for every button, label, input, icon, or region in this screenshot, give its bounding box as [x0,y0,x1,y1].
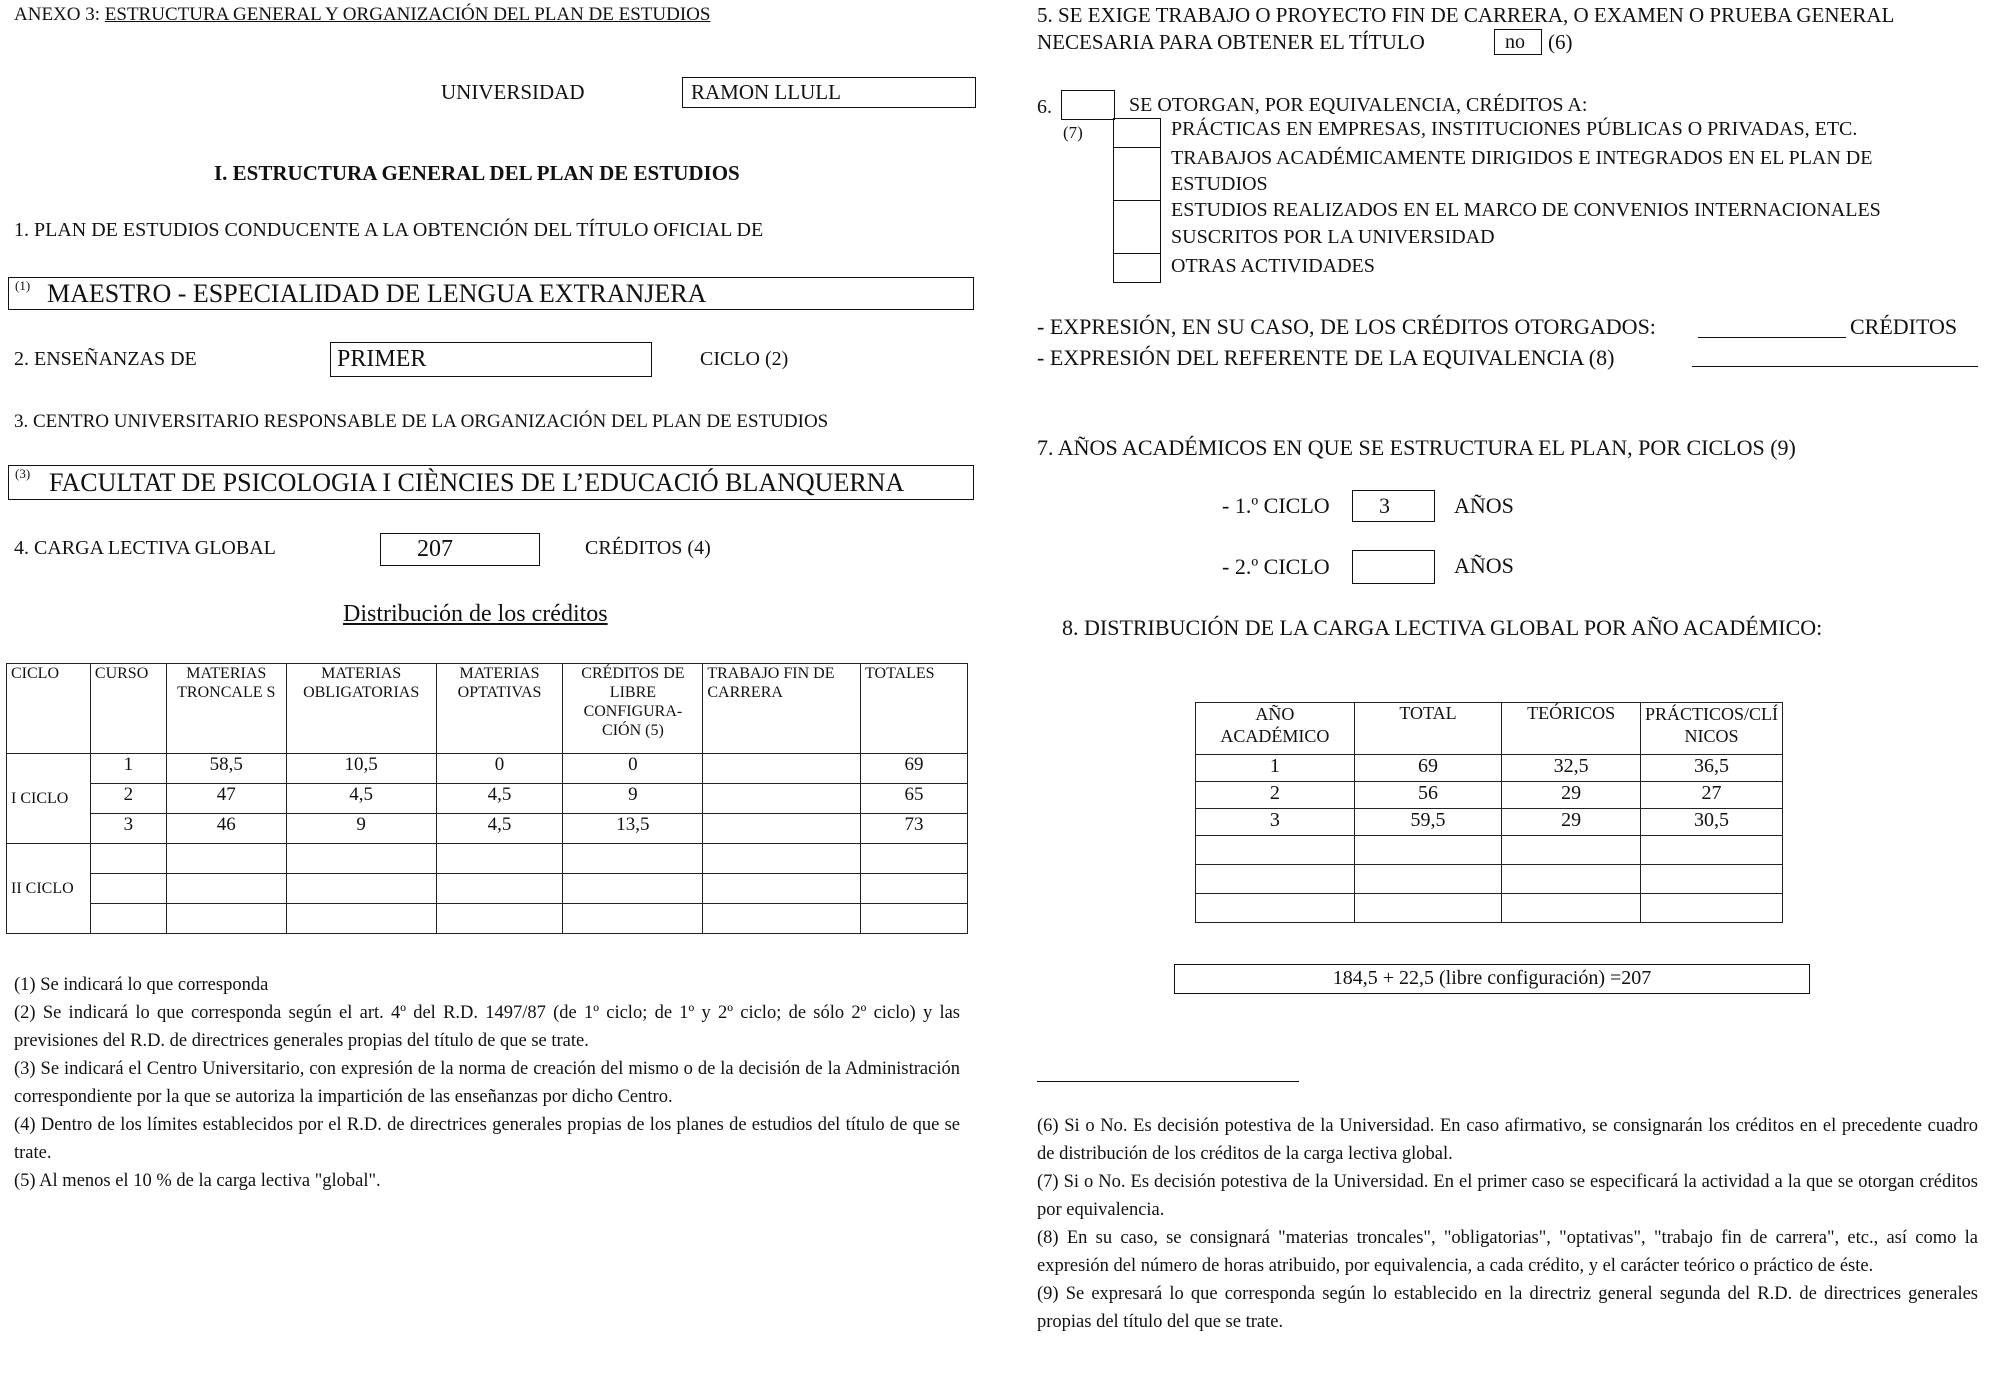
table-cell: 36,5 [1640,755,1782,782]
q2-value: PRIMER [337,346,427,372]
table-cell [166,844,286,874]
checkbox-trabajos[interactable] [1113,147,1161,201]
q5-field [1494,29,1542,55]
table-cell [90,874,166,904]
table-cell: 30,5 [1640,809,1782,836]
q2-field [330,342,652,377]
table-cell [436,874,563,904]
table-row [7,784,968,814]
checkbox-practicas[interactable] [1113,118,1161,148]
table-cell [563,904,703,934]
table-cell: 2 [90,784,166,814]
table-cell [1502,865,1641,894]
footnote-7: (7) Si o No. Es decisión potestiva de la Universidad. En el primer caso se especificará la actividad a la que se otorgan créditos por equivalencia. [1037,1172,1978,1220]
table-cell [166,874,286,904]
summary-field [1174,964,1810,994]
table-cell: 4,5 [436,814,563,844]
q3-field [8,465,974,500]
q5-note: (6) [1548,30,1573,54]
q5-line2: NECESARIA PARA OBTENER EL TÍTULO [1037,30,1425,54]
q6-expr2: - EXPRESIÓN DEL REFERENTE DE LA EQUIVALENCIA (8) [1037,345,1615,370]
table-cell: 69 [1354,755,1502,782]
footnote-4: (4) Dentro de los límites establecidos por el R.D. de directrices generales propias de los planes de estudios del título de que se trate. [14,1115,960,1163]
q2-suffix: CICLO (2) [700,348,789,370]
footnote-2: (2) Se indicará lo que corresponda según el art. 4º del R.D. 1497/87 (de 1º ciclo; de 1º y 2º ciclo; de sólo 2º ciclo) y las previsiones del R.D. de directrices generales propias del título de que se trate. [14,1003,960,1051]
universidad-value: RAMON LLULL [691,80,841,104]
table-cell [1354,894,1502,923]
universidad-label: UNIVERSIDAD [441,80,585,104]
q6-number: 6. [1037,96,1052,118]
annex-header [14,4,710,26]
table-cell: 47 [166,784,286,814]
q1-label: 1. PLAN DE ESTUDIOS CONDUCENTE A LA OBTENCIÓN DEL TÍTULO OFICIAL DE [14,219,764,241]
year-load-table [1195,702,1783,923]
table-cell [1354,836,1502,865]
table-cell [1640,865,1782,894]
table-cell: 65 [861,784,968,814]
table-cell: 27 [1640,782,1782,809]
table-cell [563,844,703,874]
q7-years-2: AÑOS [1454,553,1514,578]
checkbox-otras[interactable] [1113,253,1161,283]
q2-label: 2. ENSEÑANZAS DE [14,348,197,370]
table-cell: 69 [861,754,968,784]
table-cell: 13,5 [563,814,703,844]
header-troncales: MATERIAS TRONCALE S [166,664,286,754]
table-cell [166,904,286,934]
section-title: I. ESTRUCTURA GENERAL DEL PLAN DE ESTUDIOS [214,161,740,185]
q6-item-1: PRÁCTICAS EN EMPRESAS, INSTITUCIONES PÚBLICAS O PRIVADAS, ETC. [1171,118,1858,140]
credits-header-row [7,664,968,754]
q6-item-2: TRABAJOS ACADÉMICAMENTE DIRIGIDOS E INTEGRADOS EN EL PLAN DE [1171,147,1873,169]
table-cell: 46 [166,814,286,844]
checkbox-convenios[interactable] [1113,200,1161,254]
q6-item-3: ESTUDIOS REALIZADOS EN EL MARCO DE CONVENIOS INTERNACIONALES [1171,199,1881,221]
q4-suffix: CRÉDITOS (4) [585,537,711,559]
table-cell [703,874,861,904]
q3-note: (3) [15,466,31,481]
summary-value: 184,5 + 22,5 (libre configuración) =207 [1332,967,1652,989]
table-cell: 10,5 [286,754,436,784]
table-cell [1354,865,1502,894]
table-cell [703,754,861,784]
table-cell [861,844,968,874]
year-header-row [1196,703,1783,755]
table-cell [1640,836,1782,865]
table-row [7,844,968,874]
q6-title: SE OTORGAN, POR EQUIVALENCIA, CRÉDITOS A: [1129,94,1588,116]
footnote-separator [1037,1081,1299,1082]
table-row [7,814,968,844]
header-ciclo: CICLO [7,664,91,754]
table-cell: 1 [90,754,166,784]
q1-note: (1) [15,278,31,293]
table-cell [861,874,968,904]
table-cell: 3 [90,814,166,844]
q6-expr1: - EXPRESIÓN, EN SU CASO, DE LOS CRÉDITOS OTORGADOS: [1037,314,1656,339]
footnote-5: (5) Al menos el 10 % de la carga lectiva "global". [14,1171,381,1191]
table-row [7,904,968,934]
table-cell [563,874,703,904]
footnote-9: (9) Se expresará lo que corresponda según lo establecido en la directriz general segunda del R.D. de directrices generales propias del título del que se trate. [1037,1284,1978,1332]
header-practicos: PRÁCTICOS/CLÍ NICOS [1640,703,1782,755]
table-cell [286,844,436,874]
table-cell [1196,894,1355,923]
q4-label: 4. CARGA LECTIVA GLOBAL [14,537,276,559]
table-cell: 0 [436,754,563,784]
table-cell [861,904,968,934]
q6-expr1-suffix: CRÉDITOS [1850,314,1958,339]
q5-value: no [1505,31,1525,53]
expr1-blank-line [1698,337,1846,338]
table-cell: 56 [1354,782,1502,809]
header-total: TOTAL [1354,703,1502,755]
table-cell: 29 [1502,809,1641,836]
footnote-3: (3) Se indicará el Centro Universitario, con expresión de la norma de creación del mismo o de la decisión de la Administración correspondiente por la que se autoriza la impartición de las enseñanzas por dicho Centro. [14,1059,960,1107]
table-cell [1502,894,1641,923]
table-cell: 0 [563,754,703,784]
table-row [1196,755,1783,782]
table-row [7,874,968,904]
q4-field [380,533,540,566]
q7-years-1: AÑOS [1454,493,1514,518]
header-optativas: MATERIAS OPTATIVAS [436,664,563,754]
table-cell [286,874,436,904]
table-cell: 4,5 [436,784,563,814]
table-row [1196,809,1783,836]
q7-ciclo1-label: - 1.º CICLO [1222,493,1330,518]
table-cell [1502,836,1641,865]
header-curso: CURSO [90,664,166,754]
q3-label: 3. CENTRO UNIVERSITARIO RESPONSABLE DE LA ORGANIZACIÓN DEL PLAN DE ESTUDIOS [14,411,829,432]
q5-line1: 5. SE EXIGE TRABAJO O PROYECTO FIN DE CARRERA, O EXAMEN O PRUEBA GENERAL [1037,3,1895,27]
table-cell [703,844,861,874]
footnote-6: (6) Si o No. Es decisión potestiva de la Universidad. En caso afirmativo, se consignarán los créditos en el precedente cuadro de distribución de los créditos de la carga lectiva global. [1037,1116,1978,1164]
table-cell: 59,5 [1354,809,1502,836]
table-cell [90,904,166,934]
annex-title: ESTRUCTURA GENERAL Y ORGANIZACIÓN DEL PLAN DE ESTUDIOS [104,4,711,25]
q7-ciclo1-value: 3 [1379,493,1390,518]
q1-value: MAESTRO - ESPECIALIDAD DE LENGUA EXTRANJERA [47,279,707,308]
header-teoricos: TEÓRICOS [1502,703,1641,755]
table-cell [436,904,563,934]
table-row [1196,782,1783,809]
table-cell: 1 [1196,755,1355,782]
table-cell [436,844,563,874]
table-cell: 58,5 [166,754,286,784]
q8-label: 8. DISTRIBUCIÓN DE LA CARGA LECTIVA GLOBAL POR AÑO ACADÉMICO: [1062,615,1823,640]
q1-field [8,277,974,310]
expr2-blank-line [1692,366,1978,367]
q6-item-2b: ESTUDIOS [1171,173,1268,195]
table-row [1196,865,1783,894]
q7-ciclo2-label: - 2.º CICLO [1222,554,1330,579]
table-row [1196,836,1783,865]
q7-label: 7. AÑOS ACADÉMICOS EN QUE SE ESTRUCTURA EL PLAN, POR CICLOS (9) [1037,435,1796,460]
q7-ciclo2-field [1352,550,1435,584]
footnotes-left [14,971,960,1195]
q6-item-3b: SUSCRITOS POR LA UNIVERSIDAD [1171,226,1495,248]
q3-value: FACULTAT DE PSICOLOGIA I CIÈNCIES DE L’EDUCACIÓ BLANQUERNA [49,468,905,497]
table-row [7,754,968,784]
footnote-8: (8) En su caso, se consignará "materias troncales", "obligatorias", "optativas", "trabajo fin de carrera", etc., así como la expresión del número de horas atribuido, por equivalencia, a cada crédito, y el carácter teórico o práctico de éste. [1037,1228,1978,1276]
footnotes-right [1037,1112,1978,1336]
ciclo1-label: I CICLO [7,754,91,844]
header-trabajo: TRABAJO FIN DE CARRERA [703,664,861,754]
header-ano: AÑO ACADÉMICO [1196,703,1355,755]
distribution-title: Distribución de los créditos [343,601,608,627]
table-cell: 4,5 [286,784,436,814]
ciclo2-label: II CICLO [7,844,91,934]
table-cell [703,904,861,934]
table-row [1196,894,1783,923]
table-cell: 2 [1196,782,1355,809]
credits-table [6,663,968,934]
q6-main-checkbox[interactable] [1061,90,1115,120]
table-cell [1196,865,1355,894]
table-cell [1640,894,1782,923]
header-libre: CRÉDITOS DE LIBRE CONFIGURA-CIÓN (5) [563,664,703,754]
footnote-1: (1) Se indicará lo que corresponda [14,975,269,995]
q6-note: (7) [1063,123,1083,142]
universidad-field [682,77,976,108]
table-cell [703,814,861,844]
table-cell: 9 [286,814,436,844]
header-obligatorias: MATERIAS OBLIGATORIAS [286,664,436,754]
table-cell: 9 [563,784,703,814]
q4-value: 207 [417,536,453,562]
table-cell: 73 [861,814,968,844]
q6-item-4: OTRAS ACTIVIDADES [1171,255,1375,277]
table-cell: 3 [1196,809,1355,836]
table-cell [1196,836,1355,865]
table-cell [703,784,861,814]
table-cell [286,904,436,934]
table-cell: 29 [1502,782,1641,809]
annex-label: ANEXO 3: [14,4,101,25]
q7-ciclo1-field [1352,490,1435,522]
table-cell: 32,5 [1502,755,1641,782]
header-totales: TOTALES [861,664,968,754]
table-cell [90,844,166,874]
